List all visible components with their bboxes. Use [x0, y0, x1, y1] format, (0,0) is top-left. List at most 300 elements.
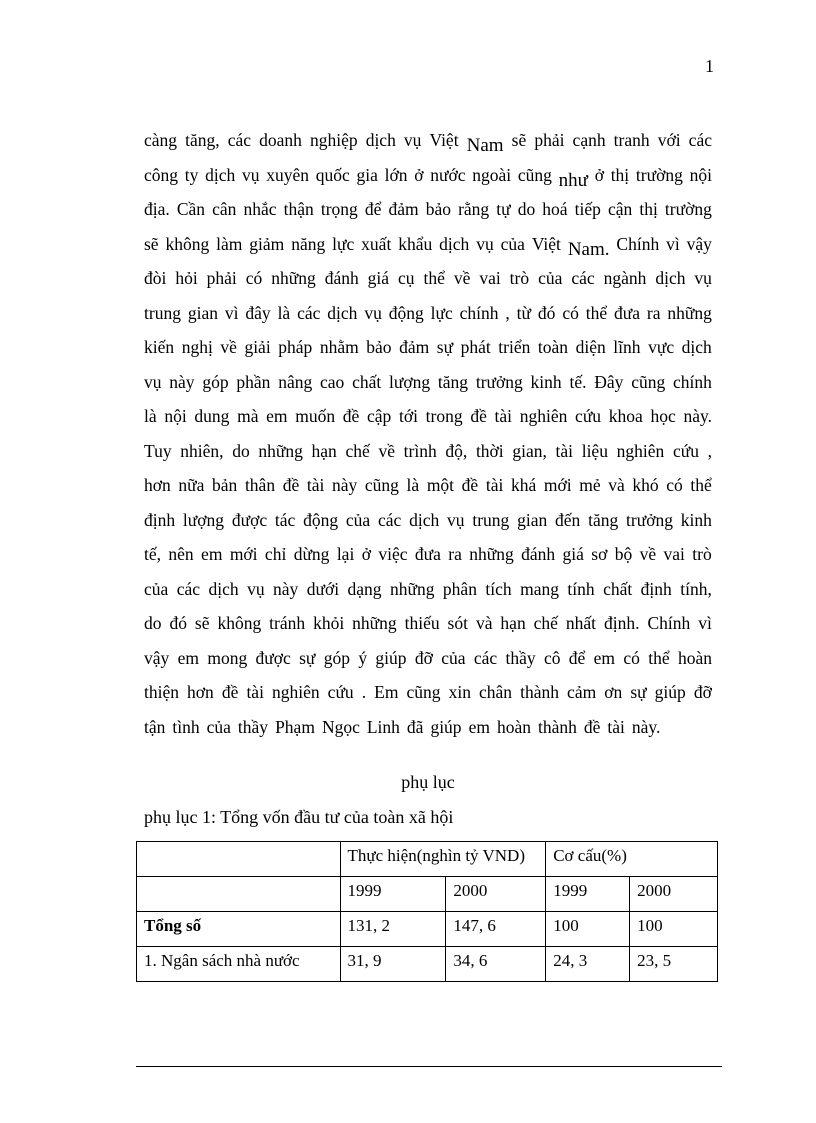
word: phải — [206, 268, 237, 288]
word: . — [361, 682, 367, 702]
word: đây — [245, 302, 271, 323]
word: em — [468, 716, 490, 737]
word: bảo — [366, 337, 392, 357]
word: Việt — [429, 130, 459, 150]
word: những — [469, 544, 514, 564]
word: dịch — [205, 164, 236, 185]
word: khó — [632, 475, 659, 495]
word: Nam — [466, 135, 504, 156]
word: ở — [414, 164, 424, 185]
word: để — [364, 199, 382, 219]
word: toàn — [537, 337, 569, 357]
header-structure: Cơ cấu(%) — [546, 842, 718, 877]
table-cell: 147, 6 — [446, 912, 546, 947]
word: là — [144, 406, 157, 426]
word: những — [352, 613, 397, 633]
paragraph-line — [144, 130, 712, 165]
word: sót — [447, 613, 468, 633]
word: trung — [472, 509, 510, 530]
word: thành — [520, 682, 559, 702]
word: ý — [358, 647, 368, 668]
word: và — [475, 613, 493, 633]
word: bảo — [425, 199, 451, 219]
word: góp — [323, 647, 350, 668]
word: vụ — [694, 268, 712, 288]
word: trò — [509, 268, 530, 288]
word: có — [245, 268, 263, 288]
table-row — [137, 947, 718, 982]
word: Chính — [616, 233, 660, 254]
word: trưởng — [626, 509, 673, 530]
paragraph-line — [144, 268, 712, 303]
word: đề — [221, 682, 239, 702]
word: các — [377, 509, 402, 530]
word: phát — [460, 337, 491, 357]
word: như — [558, 169, 588, 191]
word: tự — [496, 199, 511, 219]
word: vì — [666, 233, 680, 254]
word: về — [453, 268, 471, 288]
word: ra — [646, 302, 661, 323]
word: về — [220, 337, 237, 357]
word: sẽ — [144, 233, 159, 254]
year-cell: 2000 — [446, 877, 546, 912]
word: cô — [543, 647, 561, 668]
word: chân — [479, 682, 513, 702]
word: một — [426, 475, 455, 495]
footer-rule — [136, 1066, 722, 1067]
word: do — [144, 613, 162, 633]
word: Chính — [647, 613, 691, 633]
word: ở — [361, 544, 371, 564]
word: tài — [555, 440, 574, 461]
word: đó — [169, 613, 187, 633]
word: tăng — [437, 371, 469, 392]
word: rằng — [458, 199, 490, 219]
word: mà — [237, 406, 259, 426]
word: cứu — [327, 682, 354, 702]
word: dịch — [439, 233, 470, 254]
word: mẻ — [579, 475, 601, 495]
word: nội — [164, 406, 187, 426]
word: năng — [291, 233, 326, 254]
word: kinh — [680, 509, 712, 530]
word: tăng, — [185, 130, 220, 150]
word: xin — [448, 682, 471, 702]
word: vụ — [247, 578, 265, 599]
word: , — [505, 302, 510, 323]
word: cũng — [364, 475, 399, 495]
row-label: Tổng số — [137, 912, 341, 947]
word: trung — [144, 302, 181, 323]
word: này — [331, 475, 358, 495]
word: dạng — [347, 578, 382, 599]
word: dịch — [208, 578, 239, 599]
word: những — [271, 268, 316, 288]
word: Nam. — [567, 238, 610, 260]
word: gian — [517, 509, 548, 530]
word: hạn — [311, 440, 337, 461]
word: hoàn — [496, 716, 531, 737]
word: cận — [607, 199, 633, 219]
year-cell: 1999 — [546, 877, 630, 912]
word: định — [640, 578, 672, 599]
word: ty — [184, 164, 199, 185]
word: dịch — [365, 130, 396, 150]
paragraph-line — [144, 199, 712, 234]
word: các — [227, 130, 252, 150]
word: càng — [144, 130, 178, 150]
word: sự — [436, 337, 454, 357]
word: tính, — [680, 578, 712, 599]
word: đánh — [324, 268, 359, 288]
word: vụ — [144, 371, 162, 392]
word: đòi — [144, 268, 167, 288]
word: tế, — [144, 544, 162, 564]
table-cell: 24, 3 — [546, 947, 630, 982]
word: lớn — [384, 164, 408, 185]
word: triển — [498, 337, 531, 357]
word: , — [707, 440, 712, 461]
paragraph-line — [144, 165, 712, 200]
word: Tuy — [144, 440, 172, 461]
word: vụ — [447, 509, 465, 530]
word: việc — [378, 544, 408, 564]
word: sự — [630, 682, 647, 702]
word: có — [666, 475, 683, 495]
word: các — [297, 302, 321, 323]
word: là — [406, 475, 420, 495]
word: vụ — [403, 130, 422, 150]
word: cân — [212, 199, 237, 219]
word: trò — [692, 544, 712, 564]
word: vụ — [476, 233, 494, 254]
word: muốn — [295, 406, 336, 426]
word: vai — [663, 544, 685, 564]
word: em — [266, 406, 288, 426]
page-number: 1 — [705, 56, 714, 76]
word: được — [255, 647, 291, 668]
word: ngành — [603, 268, 647, 288]
paragraph-line — [144, 648, 712, 683]
word: đỡ — [693, 682, 712, 702]
word: này — [273, 578, 299, 599]
word: nước — [430, 164, 466, 185]
word: nghiên — [271, 682, 320, 702]
word: thể — [648, 647, 670, 668]
word: dung — [194, 406, 230, 426]
word: vì — [224, 302, 239, 323]
word: nâng — [278, 371, 313, 392]
word: thể — [690, 475, 712, 495]
appendix-title: phụ lục — [401, 772, 455, 792]
word: tài — [306, 475, 325, 495]
word: tăng — [588, 509, 619, 530]
word: độ, — [445, 440, 468, 461]
word: vậy — [144, 647, 170, 668]
investment-table — [136, 841, 718, 982]
word: tế. — [569, 371, 587, 392]
word: nghiệp — [309, 130, 358, 150]
word: phần — [236, 371, 271, 392]
word: lĩnh — [613, 337, 641, 357]
word: đề — [282, 475, 300, 495]
word: hoá — [542, 199, 568, 219]
word: và — [608, 475, 625, 495]
paragraph-line — [144, 372, 712, 407]
word: khá — [510, 475, 537, 495]
paragraph-line — [144, 337, 712, 372]
word: nghị — [181, 337, 213, 357]
word: khỏi — [313, 613, 345, 633]
word: do — [232, 440, 250, 461]
word: dịch — [409, 509, 440, 530]
word: ơn — [604, 682, 623, 702]
word: doanh — [259, 130, 302, 150]
word: tiếp — [574, 199, 601, 219]
word: trường — [635, 164, 683, 185]
word: chính — [459, 302, 499, 323]
word: vậy — [686, 233, 712, 254]
word: gia — [356, 164, 378, 185]
word: khẩu — [398, 233, 433, 254]
word: của — [441, 647, 466, 668]
word: những — [258, 440, 303, 461]
word: công — [144, 164, 179, 185]
word: này. — [631, 716, 661, 737]
word: thận — [283, 199, 314, 219]
word: khoa — [608, 406, 643, 426]
word: tài — [494, 406, 513, 426]
word: hơn — [144, 475, 171, 495]
word: bản — [212, 475, 238, 495]
word: vụ — [242, 164, 260, 185]
word: nhắc — [243, 199, 277, 219]
word: những — [389, 578, 435, 599]
word: xuyên — [266, 164, 310, 185]
word: tác — [274, 509, 296, 530]
word: chế — [533, 613, 558, 633]
word: tình — [172, 716, 200, 737]
word: ở — [594, 164, 604, 185]
year-label-cell — [137, 877, 341, 912]
word: đề — [342, 406, 360, 426]
word: cảm — [567, 682, 597, 702]
row-label: 1. Ngân sách nhà nước — [137, 947, 341, 982]
body-paragraph — [144, 130, 712, 751]
word: mong — [207, 647, 248, 668]
word: lực — [430, 302, 453, 323]
word: mang — [520, 578, 559, 599]
word: địa. — [144, 199, 170, 219]
table-cell: 100 — [546, 912, 630, 947]
word: động — [303, 509, 339, 530]
word: lực — [332, 233, 355, 254]
paragraph-line — [144, 682, 712, 717]
word: động — [388, 302, 424, 323]
word: này. — [683, 406, 712, 426]
word: đề — [583, 716, 601, 737]
word: là — [277, 302, 291, 323]
word: tranh — [613, 130, 650, 150]
word: đến — [555, 509, 581, 530]
word: thị — [639, 199, 658, 219]
table-header-row — [137, 842, 718, 877]
word: đảm — [388, 199, 419, 219]
word: Phạm — [275, 716, 315, 737]
word: bộ — [614, 544, 633, 564]
word: chế — [345, 440, 370, 461]
word: tài — [607, 716, 625, 737]
word: ngoài — [472, 164, 512, 185]
word: phân — [442, 578, 477, 599]
word: sẽ — [511, 130, 527, 150]
word: góp — [202, 371, 229, 392]
word: để — [568, 647, 586, 668]
word: vì — [698, 613, 712, 633]
word: liệu — [581, 440, 608, 461]
table-year-row — [137, 877, 718, 912]
word: được — [231, 509, 268, 530]
word: tránh — [269, 613, 306, 633]
word: thầy — [505, 647, 536, 668]
word: định. — [604, 613, 640, 633]
word: thị — [610, 164, 630, 185]
word: nghiên — [616, 440, 665, 461]
word: quốc — [315, 164, 350, 185]
word: sự — [299, 647, 316, 668]
paragraph-line — [144, 475, 712, 510]
word: này — [169, 371, 195, 392]
word: thân — [244, 475, 276, 495]
word: nữa — [178, 475, 205, 495]
word: chất — [603, 578, 633, 599]
word: tới — [399, 406, 418, 426]
word: cao — [320, 371, 345, 392]
word: nội — [689, 164, 712, 185]
word: tận — [144, 716, 166, 737]
word: em — [201, 544, 223, 564]
word: các — [473, 647, 498, 668]
word: nhằm — [319, 337, 359, 357]
word: cũng — [517, 164, 552, 185]
word: của — [500, 233, 525, 254]
word: Việt — [531, 233, 561, 254]
table-cell: 131, 2 — [340, 912, 446, 947]
word: đề — [461, 475, 479, 495]
word: xuất — [361, 233, 392, 254]
word: hơn — [187, 682, 214, 702]
word: giá — [367, 268, 390, 288]
word: định — [144, 509, 176, 530]
word: sơ — [591, 544, 608, 564]
word: tích — [485, 578, 512, 599]
table-cell: 34, 6 — [446, 947, 546, 982]
word: giảm — [249, 233, 285, 254]
word: mới — [229, 544, 258, 564]
word: lượng — [389, 371, 431, 392]
word: thể — [423, 268, 445, 288]
word: giá — [562, 544, 584, 564]
word: gian — [187, 302, 218, 323]
word: gian, — [512, 440, 547, 461]
word: nghiên — [519, 406, 568, 426]
word: không — [165, 233, 210, 254]
word: em — [177, 647, 199, 668]
word: lượng — [182, 509, 225, 530]
word: Đây — [594, 371, 624, 392]
word: kinh — [530, 371, 562, 392]
word: giúp — [375, 647, 407, 668]
word: về — [639, 544, 657, 564]
word: Em — [374, 682, 399, 702]
year-cell: 2000 — [630, 877, 718, 912]
word: chất — [352, 371, 382, 392]
word: vực — [648, 337, 675, 357]
word: trong — [425, 406, 463, 426]
word: phải — [534, 130, 565, 150]
word: trưởng — [475, 371, 523, 392]
table-cell: 23, 5 — [630, 947, 718, 982]
word: thiện — [144, 682, 179, 702]
word: đưa — [414, 544, 441, 564]
word: làm — [216, 233, 243, 254]
table-row — [137, 912, 718, 947]
word: thời — [475, 440, 504, 461]
word: cập — [367, 406, 392, 426]
paragraph-line — [144, 544, 712, 579]
word: đảm — [399, 337, 430, 357]
word: các — [688, 130, 712, 150]
table-cell: 31, 9 — [340, 947, 446, 982]
year-cell: 1999 — [340, 877, 446, 912]
word: đỡ — [414, 647, 433, 668]
header-implemented: Thực hiện(nghìn tỷ VND) — [340, 842, 546, 877]
word: đề — [470, 406, 487, 426]
word: có — [623, 647, 640, 668]
word: từ — [516, 302, 532, 323]
word: dịch — [327, 302, 358, 323]
word: dưới — [306, 578, 340, 599]
word: nên — [168, 544, 194, 564]
word: cũng — [406, 682, 441, 702]
word: cũng — [631, 371, 666, 392]
word: Linh — [366, 716, 400, 737]
word: của — [345, 509, 371, 530]
word: của — [144, 578, 169, 599]
paragraph-line — [144, 234, 712, 269]
word: thiếu — [404, 613, 440, 633]
word: Cần — [176, 199, 206, 219]
word: của — [206, 716, 231, 737]
word: đã — [406, 716, 424, 737]
word: giải — [244, 337, 271, 357]
word: trọng — [320, 199, 358, 219]
word: giúp — [430, 716, 462, 737]
word: nhiên, — [180, 440, 224, 461]
word: kiến — [144, 337, 175, 357]
word: hạn — [500, 613, 526, 633]
word: những — [667, 302, 712, 323]
paragraph-line — [144, 613, 712, 648]
word: đó — [537, 302, 556, 323]
word: trình — [403, 440, 437, 461]
word: em — [593, 647, 616, 668]
word: không — [217, 613, 262, 633]
word: với — [657, 130, 681, 150]
word: do — [517, 199, 536, 219]
word: Ngọc — [321, 716, 360, 737]
